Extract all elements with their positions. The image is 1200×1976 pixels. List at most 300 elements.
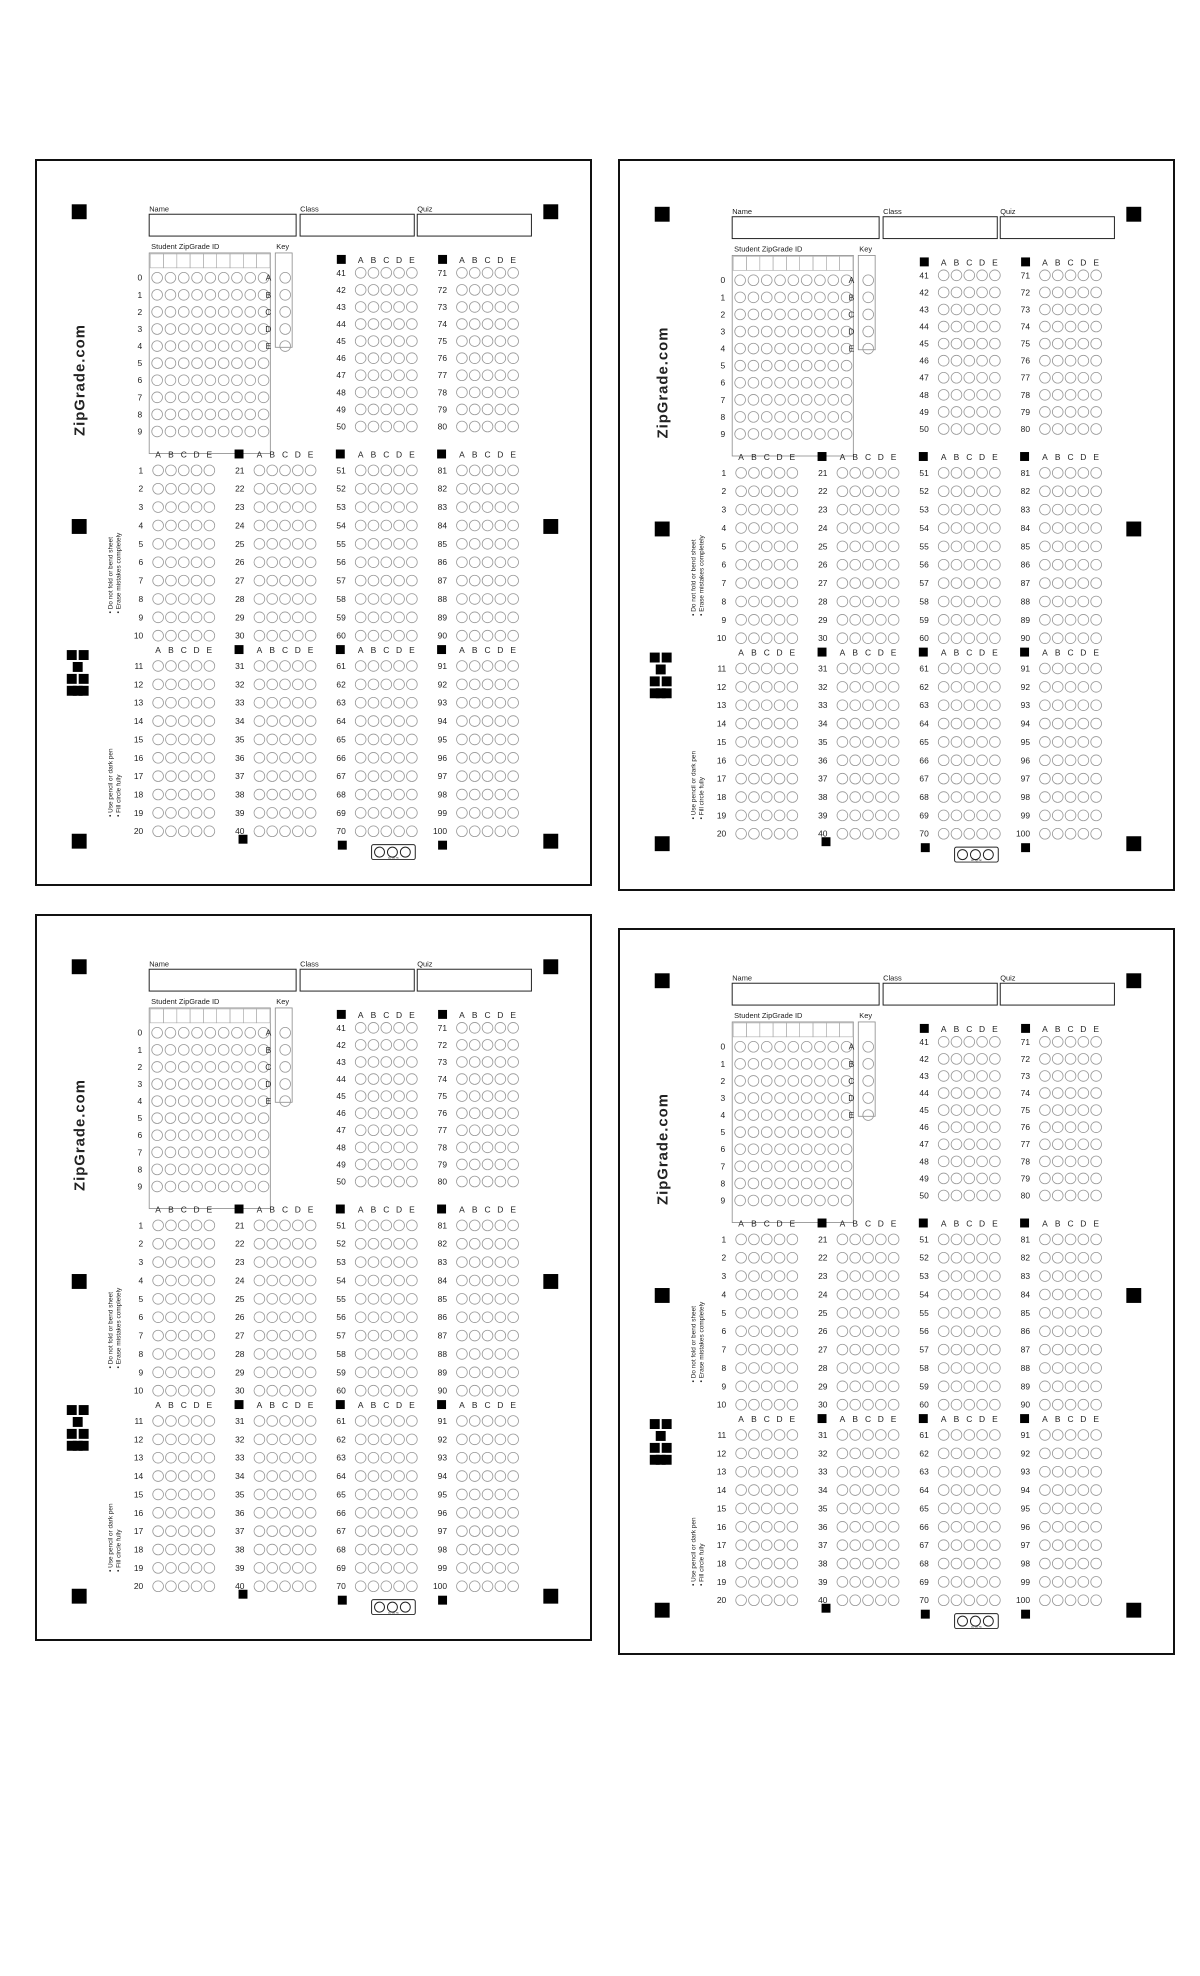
answer-bubble[interactable] [355,421,366,432]
answer-bubble[interactable] [951,1071,962,1082]
answer-bubble[interactable] [1065,1430,1076,1441]
answer-bubble[interactable] [495,1507,506,1518]
student-id-bubble[interactable] [801,292,812,303]
student-id-bubble[interactable] [258,1164,269,1175]
answer-bubble[interactable] [1040,1521,1051,1532]
answer-bubble[interactable] [355,1563,366,1574]
answer-bubble[interactable] [280,1507,291,1518]
student-id-bubble[interactable] [828,1041,839,1052]
answer-bubble[interactable] [368,1220,379,1231]
answer-bubble[interactable] [368,520,379,531]
answer-bubble[interactable] [875,1326,886,1337]
student-id-bubble[interactable] [775,394,786,405]
student-id-bubble[interactable] [152,1164,163,1175]
answer-bubble[interactable] [495,336,506,347]
answer-bubble[interactable] [888,1466,899,1477]
student-id-bubble[interactable] [165,1044,176,1055]
answer-bubble[interactable] [938,1430,949,1441]
answer-bubble[interactable] [951,1252,962,1263]
answer-bubble[interactable] [482,421,493,432]
answer-bubble[interactable] [1052,614,1063,625]
answer-bubble[interactable] [254,502,265,513]
answer-bubble[interactable] [1078,1036,1089,1047]
answer-bubble[interactable] [508,1220,519,1231]
answer-bubble[interactable] [254,575,265,586]
answer-bubble[interactable] [977,1485,988,1496]
answer-bubble[interactable] [469,1238,480,1249]
key-bubble[interactable] [863,1093,874,1104]
answer-bubble[interactable] [749,1289,760,1300]
answer-bubble[interactable] [863,1448,874,1459]
answer-bubble[interactable] [508,630,519,641]
answer-bubble[interactable] [355,267,366,278]
answer-bubble[interactable] [749,681,760,692]
answer-bubble[interactable] [990,578,1001,589]
answer-bubble[interactable] [1065,1054,1076,1065]
answer-bubble[interactable] [977,737,988,748]
answer-bubble[interactable] [964,681,975,692]
student-id-bubble[interactable] [788,1127,799,1138]
answer-bubble[interactable] [888,1363,899,1374]
answer-bubble[interactable] [1078,424,1089,435]
answer-bubble[interactable] [875,681,886,692]
answer-bubble[interactable] [1078,338,1089,349]
answer-bubble[interactable] [394,387,405,398]
student-id-bubble[interactable] [748,1058,759,1069]
answer-bubble[interactable] [407,1057,418,1068]
answer-bubble[interactable] [482,1385,493,1396]
answer-bubble[interactable] [1052,1122,1063,1133]
answer-bubble[interactable] [990,1430,1001,1441]
answer-bubble[interactable] [153,1581,164,1592]
answer-bubble[interactable] [1078,541,1089,552]
answer-bubble[interactable] [1091,1252,1102,1263]
answer-bubble[interactable] [837,614,848,625]
student-id-bubble[interactable] [828,1144,839,1155]
answer-bubble[interactable] [394,370,405,381]
answer-bubble[interactable] [736,1363,747,1374]
answer-bubble[interactable] [305,1471,316,1482]
answer-bubble[interactable] [863,1503,874,1514]
answer-bubble[interactable] [368,1312,379,1323]
answer-bubble[interactable] [964,304,975,315]
answer-bubble[interactable] [850,633,861,644]
student-id-bubble[interactable] [192,1096,203,1107]
student-id-bubble[interactable] [152,1062,163,1073]
answer-bubble[interactable] [888,1521,899,1532]
answer-bubble[interactable] [990,270,1001,281]
student-id-bubble[interactable] [761,412,772,423]
answer-bubble[interactable] [761,1252,772,1263]
answer-bubble[interactable] [508,1563,519,1574]
answer-bubble[interactable] [381,1544,392,1555]
answer-bubble[interactable] [888,1307,899,1318]
answer-bubble[interactable] [178,1563,189,1574]
answer-bubble[interactable] [850,1289,861,1300]
answer-bubble[interactable] [1052,1430,1063,1441]
answer-bubble[interactable] [482,1142,493,1153]
answer-bubble[interactable] [508,1125,519,1136]
answer-bubble[interactable] [178,1220,189,1231]
answer-bubble[interactable] [166,661,177,672]
answer-bubble[interactable] [1091,504,1102,515]
student-id-bubble[interactable] [178,409,189,420]
answer-bubble[interactable] [457,697,468,708]
student-id-bubble[interactable] [192,307,203,318]
answer-bubble[interactable] [990,1521,1001,1532]
answer-bubble[interactable] [394,679,405,690]
student-id-bubble[interactable] [178,307,189,318]
answer-bubble[interactable] [457,1022,468,1033]
answer-bubble[interactable] [355,1074,366,1085]
answer-bubble[interactable] [888,1577,899,1588]
answer-bubble[interactable] [964,287,975,298]
answer-bubble[interactable] [368,716,379,727]
student-id-bubble[interactable] [775,309,786,320]
answer-bubble[interactable] [482,538,493,549]
answer-bubble[interactable] [1052,1503,1063,1514]
answer-bubble[interactable] [938,504,949,515]
student-id-bubble[interactable] [192,375,203,386]
answer-bubble[interactable] [990,1558,1001,1569]
answer-bubble[interactable] [394,404,405,415]
answer-bubble[interactable] [837,1503,848,1514]
answer-bubble[interactable] [850,755,861,766]
answer-bubble[interactable] [254,630,265,641]
answer-bubble[interactable] [292,1581,303,1592]
answer-bubble[interactable] [381,404,392,415]
answer-bubble[interactable] [964,1399,975,1410]
answer-bubble[interactable] [407,679,418,690]
answer-bubble[interactable] [407,1238,418,1249]
answer-bubble[interactable] [938,1344,949,1355]
student-id-bubble[interactable] [152,426,163,437]
answer-bubble[interactable] [1040,1054,1051,1065]
answer-bubble[interactable] [482,1526,493,1537]
answer-bubble[interactable] [977,578,988,589]
answer-bubble[interactable] [457,1091,468,1102]
answer-bubble[interactable] [888,810,899,821]
student-id-bubble[interactable] [178,1130,189,1141]
answer-bubble[interactable] [1065,355,1076,366]
answer-bubble[interactable] [457,1074,468,1085]
answer-bubble[interactable] [1040,1430,1051,1441]
student-id-bubble[interactable] [192,1181,203,1192]
answer-bubble[interactable] [482,594,493,605]
student-id-bubble[interactable] [232,426,243,437]
answer-bubble[interactable] [875,1558,886,1569]
answer-bubble[interactable] [1091,407,1102,418]
student-id-bubble[interactable] [815,1110,826,1121]
answer-bubble[interactable] [1065,1190,1076,1201]
answer-bubble[interactable] [888,737,899,748]
answer-bubble[interactable] [938,1381,949,1392]
answer-bubble[interactable] [1091,1466,1102,1477]
answer-bubble[interactable] [166,734,177,745]
answer-bubble[interactable] [875,1363,886,1374]
answer-bubble[interactable] [1078,486,1089,497]
student-id-bubble[interactable] [165,375,176,386]
student-id-bubble[interactable] [735,292,746,303]
answer-bubble[interactable] [469,1159,480,1170]
answer-bubble[interactable] [761,1344,772,1355]
answer-bubble[interactable] [1052,287,1063,298]
student-id-bubble[interactable] [761,1127,772,1138]
answer-bubble[interactable] [280,1526,291,1537]
answer-bubble[interactable] [482,752,493,763]
answer-bubble[interactable] [736,468,747,479]
answer-bubble[interactable] [153,538,164,549]
answer-bubble[interactable] [736,1234,747,1245]
answer-bubble[interactable] [292,789,303,800]
answer-bubble[interactable] [469,612,480,623]
answer-bubble[interactable] [254,557,265,568]
answer-bubble[interactable] [457,1367,468,1378]
answer-bubble[interactable] [1052,1234,1063,1245]
student-id-bubble[interactable] [245,1113,256,1124]
answer-bubble[interactable] [774,1577,785,1588]
answer-bubble[interactable] [407,1074,418,1085]
student-id-bubble[interactable] [841,429,852,440]
answer-bubble[interactable] [355,1125,366,1136]
answer-bubble[interactable] [469,1507,480,1518]
answer-bubble[interactable] [850,1448,861,1459]
student-id-bubble[interactable] [218,1062,229,1073]
answer-bubble[interactable] [153,1416,164,1427]
student-id-bubble[interactable] [828,343,839,354]
answer-bubble[interactable] [761,1430,772,1441]
answer-bubble[interactable] [355,1159,366,1170]
student-id-bubble[interactable] [245,1181,256,1192]
answer-bubble[interactable] [990,1054,1001,1065]
student-id-write-box[interactable] [243,1009,256,1023]
student-id-bubble[interactable] [775,1076,786,1087]
answer-bubble[interactable] [394,1526,405,1537]
answer-bubble[interactable] [204,1507,215,1518]
student-id-write-box[interactable] [230,1009,243,1023]
answer-bubble[interactable] [736,486,747,497]
student-id-bubble[interactable] [205,392,216,403]
student-id-bubble[interactable] [205,307,216,318]
answer-bubble[interactable] [977,1190,988,1201]
answer-bubble[interactable] [407,1257,418,1268]
answer-bubble[interactable] [977,700,988,711]
answer-bubble[interactable] [292,716,303,727]
student-id-bubble[interactable] [735,1041,746,1052]
answer-bubble[interactable] [863,700,874,711]
answer-bubble[interactable] [837,1466,848,1477]
student-id-bubble[interactable] [205,1079,216,1090]
answer-bubble[interactable] [166,502,177,513]
answer-bubble[interactable] [888,1399,899,1410]
answer-bubble[interactable] [990,1503,1001,1514]
answer-bubble[interactable] [1065,1326,1076,1337]
answer-bubble[interactable] [292,1526,303,1537]
answer-bubble[interactable] [407,752,418,763]
answer-bubble[interactable] [964,1173,975,1184]
student-id-bubble[interactable] [775,412,786,423]
student-id-bubble[interactable] [232,1181,243,1192]
answer-bubble[interactable] [469,1125,480,1136]
answer-bubble[interactable] [749,810,760,821]
answer-bubble[interactable] [990,372,1001,383]
answer-bubble[interactable] [292,630,303,641]
answer-bubble[interactable] [457,465,468,476]
key-bubble[interactable] [280,324,291,335]
answer-bubble[interactable] [749,1430,760,1441]
answer-bubble[interactable] [787,1521,798,1532]
answer-bubble[interactable] [153,1257,164,1268]
answer-bubble[interactable] [1078,1485,1089,1496]
answer-bubble[interactable] [938,1595,949,1606]
answer-bubble[interactable] [394,421,405,432]
answer-bubble[interactable] [508,319,519,330]
answer-bubble[interactable] [204,752,215,763]
answer-bubble[interactable] [368,1293,379,1304]
answer-bubble[interactable] [749,633,760,644]
answer-bubble[interactable] [166,520,177,531]
answer-bubble[interactable] [938,1105,949,1116]
answer-bubble[interactable] [495,1367,506,1378]
answer-bubble[interactable] [977,1595,988,1606]
answer-bubble[interactable] [394,1057,405,1068]
student-id-bubble[interactable] [192,1027,203,1038]
answer-bubble[interactable] [407,1434,418,1445]
student-id-bubble[interactable] [165,1027,176,1038]
answer-bubble[interactable] [482,1238,493,1249]
student-id-bubble[interactable] [775,343,786,354]
answer-bubble[interactable] [166,771,177,782]
answer-bubble[interactable] [1052,270,1063,281]
student-id-bubble[interactable] [775,1110,786,1121]
answer-bubble[interactable] [469,734,480,745]
answer-bubble[interactable] [749,468,760,479]
answer-bubble[interactable] [774,1466,785,1477]
answer-bubble[interactable] [749,1344,760,1355]
answer-bubble[interactable] [977,633,988,644]
answer-bubble[interactable] [204,1220,215,1231]
student-id-bubble[interactable] [165,392,176,403]
answer-bubble[interactable] [1091,1521,1102,1532]
answer-bubble[interactable] [178,465,189,476]
answer-bubble[interactable] [951,270,962,281]
student-id-bubble[interactable] [258,392,269,403]
answer-bubble[interactable] [355,336,366,347]
answer-bubble[interactable] [888,1381,899,1392]
answer-bubble[interactable] [457,538,468,549]
answer-bubble[interactable] [191,808,202,819]
answer-bubble[interactable] [938,633,949,644]
answer-bubble[interactable] [482,370,493,381]
answer-bubble[interactable] [736,755,747,766]
answer-bubble[interactable] [1040,737,1051,748]
student-id-bubble[interactable] [152,324,163,335]
student-id-bubble[interactable] [245,324,256,335]
answer-bubble[interactable] [355,1057,366,1068]
answer-bubble[interactable] [1078,1558,1089,1569]
answer-bubble[interactable] [1052,1088,1063,1099]
answer-bubble[interactable] [938,270,949,281]
key-bubble[interactable] [863,1076,874,1087]
answer-bubble[interactable] [355,557,366,568]
answer-bubble[interactable] [1091,1071,1102,1082]
answer-bubble[interactable] [749,614,760,625]
student-id-write-box[interactable] [760,1023,773,1037]
answer-bubble[interactable] [1052,559,1063,570]
answer-bubble[interactable] [381,1489,392,1500]
answer-bubble[interactable] [863,681,874,692]
answer-bubble[interactable] [407,594,418,605]
answer-bubble[interactable] [355,1471,366,1482]
answer-bubble[interactable] [1091,1105,1102,1116]
answer-bubble[interactable] [292,1434,303,1445]
answer-bubble[interactable] [938,810,949,821]
student-id-bubble[interactable] [232,358,243,369]
answer-bubble[interactable] [1091,1595,1102,1606]
answer-bubble[interactable] [736,1540,747,1551]
answer-bubble[interactable] [1065,1485,1076,1496]
answer-bubble[interactable] [951,504,962,515]
answer-bubble[interactable] [761,633,772,644]
answer-bubble[interactable] [875,1289,886,1300]
answer-bubble[interactable] [482,1091,493,1102]
answer-bubble[interactable] [888,541,899,552]
answer-bubble[interactable] [951,1307,962,1318]
answer-bubble[interactable] [508,465,519,476]
answer-bubble[interactable] [482,302,493,313]
answer-bubble[interactable] [888,1234,899,1245]
answer-bubble[interactable] [736,810,747,821]
answer-bubble[interactable] [394,1544,405,1555]
student-id-bubble[interactable] [232,1079,243,1090]
answer-bubble[interactable] [254,465,265,476]
student-id-bubble[interactable] [165,1113,176,1124]
answer-bubble[interactable] [977,614,988,625]
answer-bubble[interactable] [1040,1105,1051,1116]
answer-bubble[interactable] [837,1399,848,1410]
key-bubble[interactable] [280,289,291,300]
quiz-field[interactable] [1000,983,1114,1005]
answer-bubble[interactable] [1065,1234,1076,1245]
answer-bubble[interactable] [394,520,405,531]
answer-bubble[interactable] [1052,1139,1063,1150]
answer-bubble[interactable] [1091,486,1102,497]
answer-bubble[interactable] [469,336,480,347]
answer-bubble[interactable] [837,792,848,803]
answer-bubble[interactable] [495,483,506,494]
student-id-bubble[interactable] [192,341,203,352]
answer-bubble[interactable] [1040,773,1051,784]
answer-bubble[interactable] [153,1385,164,1396]
answer-bubble[interactable] [191,1452,202,1463]
answer-bubble[interactable] [368,1330,379,1341]
student-id-bubble[interactable] [828,1076,839,1087]
answer-bubble[interactable] [951,755,962,766]
answer-bubble[interactable] [178,1434,189,1445]
student-id-bubble[interactable] [232,341,243,352]
answer-bubble[interactable] [495,302,506,313]
answer-bubble[interactable] [457,520,468,531]
answer-bubble[interactable] [761,468,772,479]
answer-bubble[interactable] [964,338,975,349]
answer-bubble[interactable] [1078,1577,1089,1588]
answer-bubble[interactable] [482,387,493,398]
answer-bubble[interactable] [863,1381,874,1392]
answer-bubble[interactable] [407,285,418,296]
answer-bubble[interactable] [457,752,468,763]
answer-bubble[interactable] [951,663,962,674]
answer-bubble[interactable] [787,810,798,821]
